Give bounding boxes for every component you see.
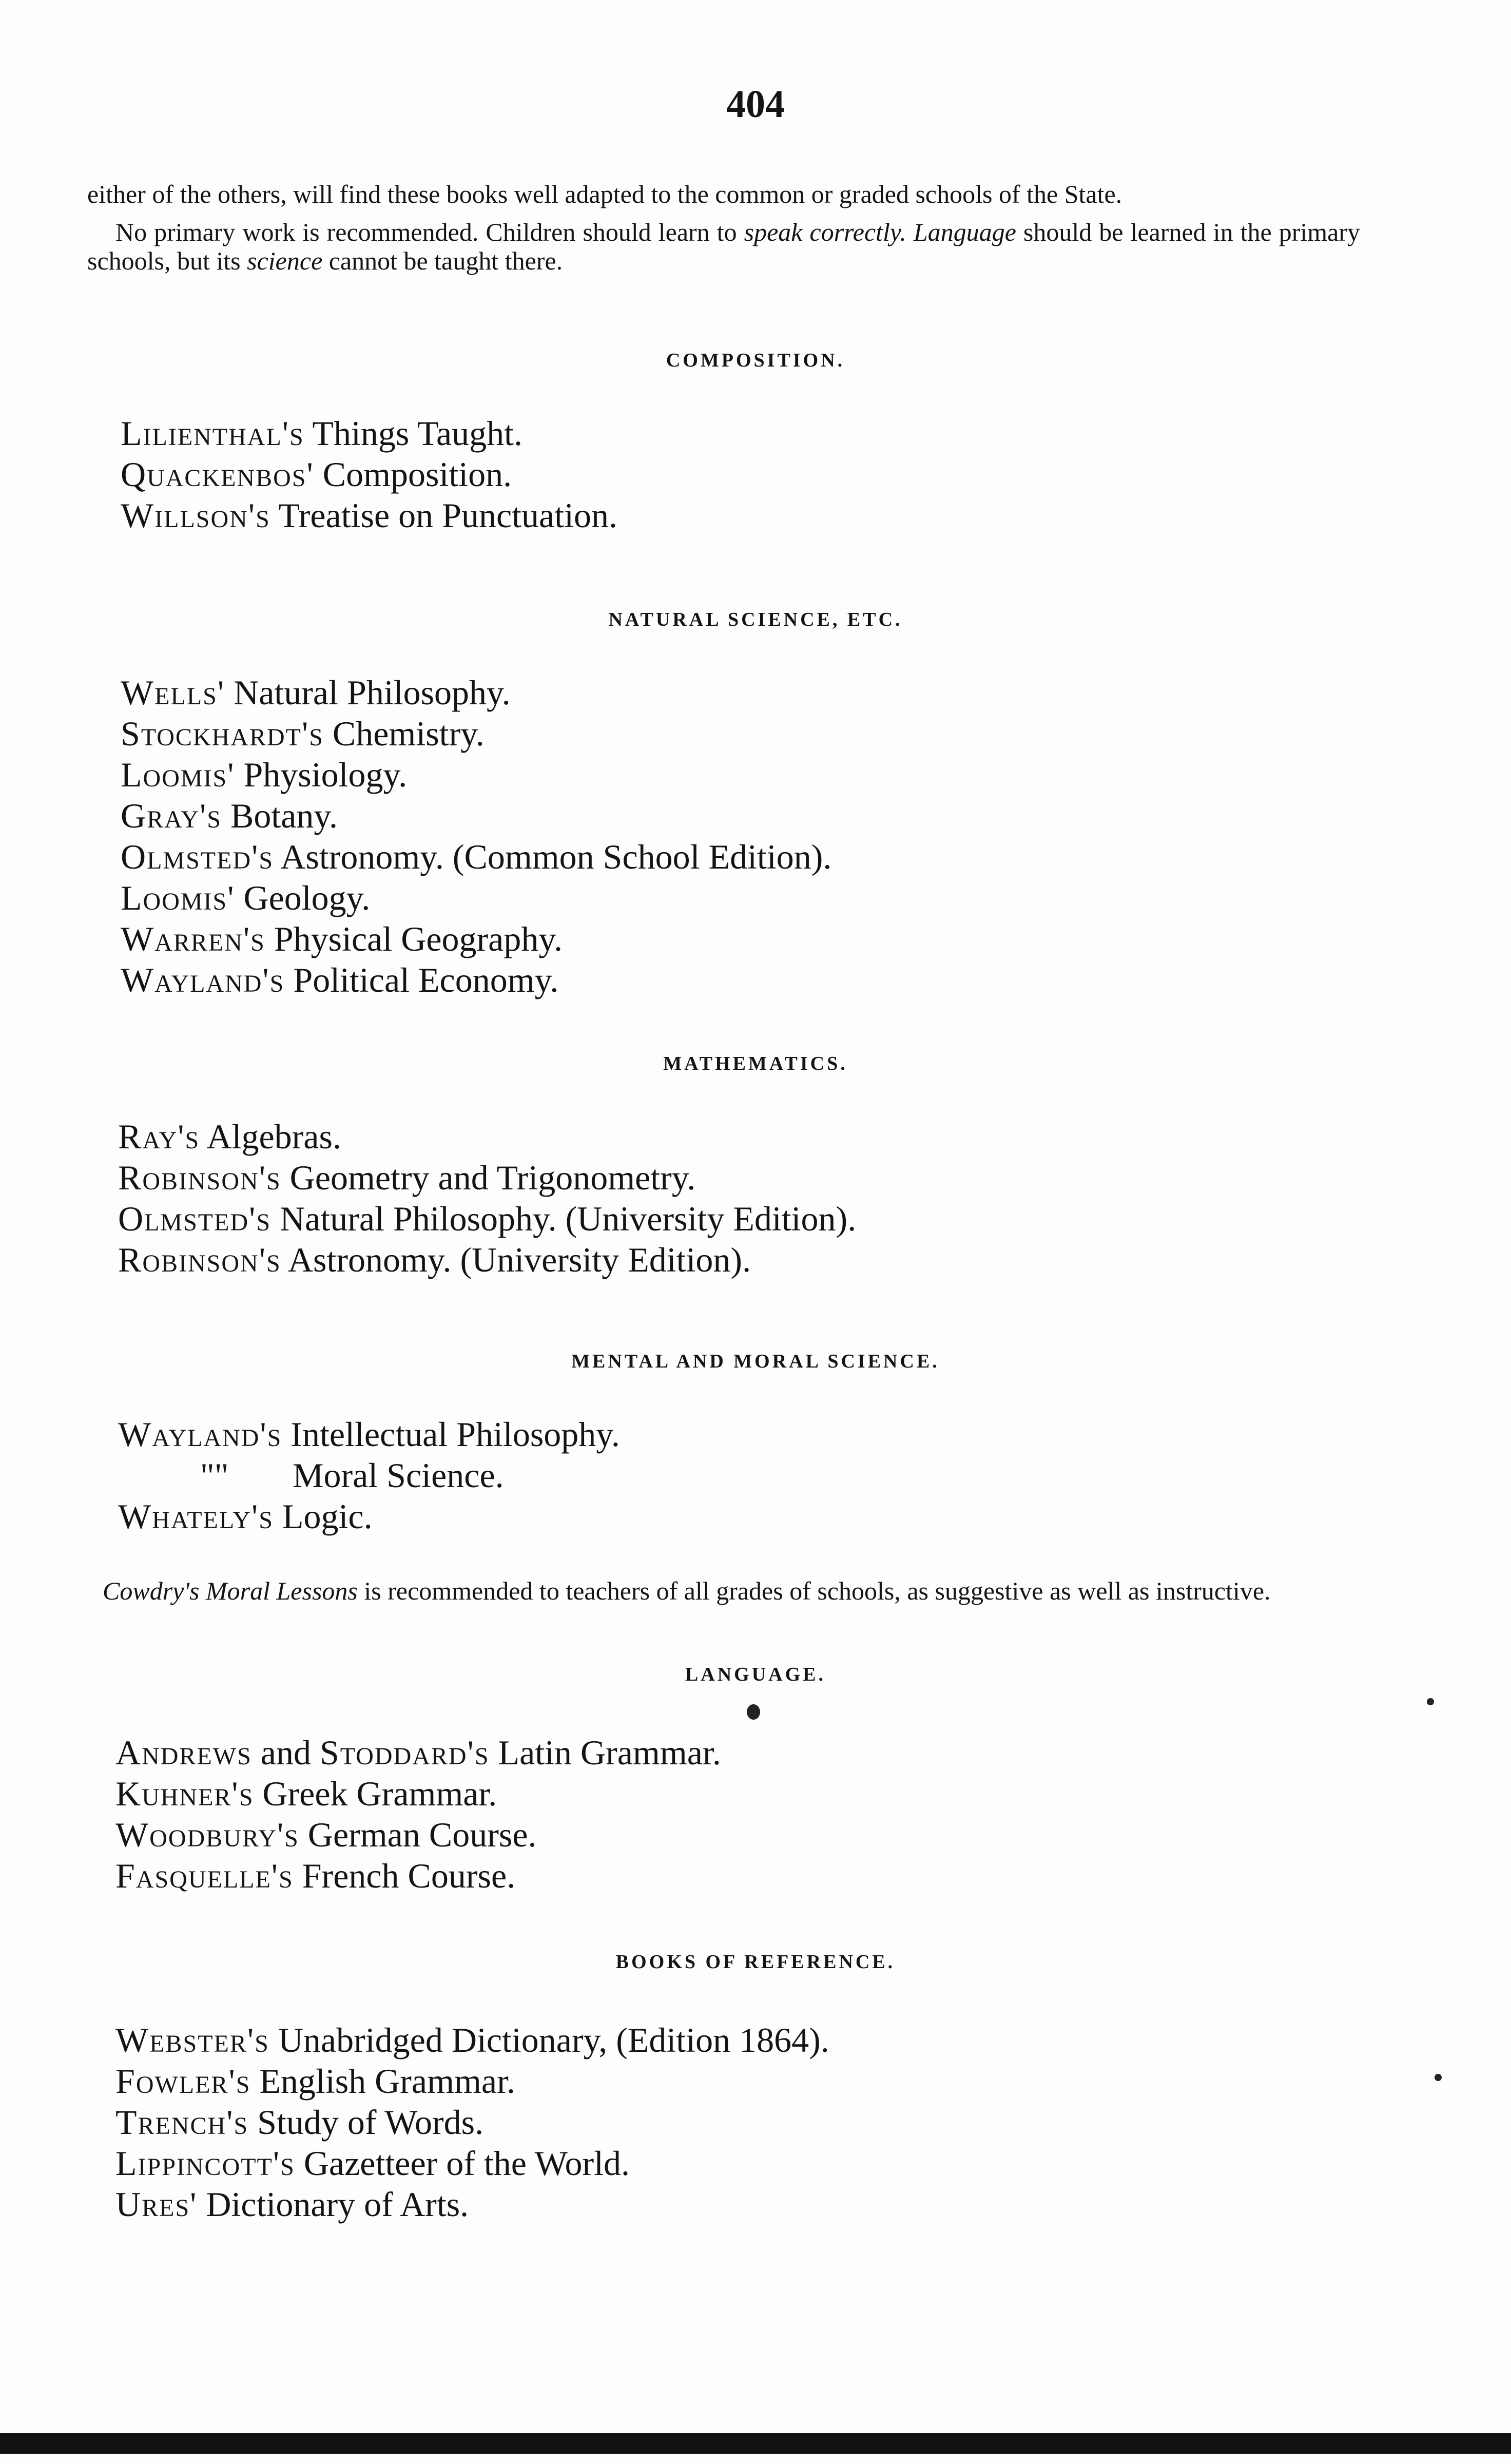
author-name: Woodbury's [115,1815,299,1854]
section-heading: NATURAL SCIENCE, ETC. [608,609,903,630]
book-title: Algebras. [200,1117,341,1156]
list-item [121,495,1511,536]
book-title: Geology. [235,878,371,917]
book-list [121,413,1511,536]
author-name: Ray's [118,1117,200,1156]
list-item [118,1116,1511,1157]
author-name: Webster's [115,2020,269,2059]
list-item [115,1773,1511,1814]
book-title: Unabridged Dictionary, (Edition 1864). [269,2020,829,2059]
section-heading: LANGUAGE. [685,1664,826,1685]
intro-text [87,180,1360,275]
book-list [118,1116,1511,1280]
author-name: Stockhardt's [121,714,324,753]
author-name: Fasquelle's [115,1856,294,1895]
list-item [121,918,1511,959]
author-name: Robinson's [118,1240,281,1279]
book-title: Dictionary of Arts. [197,2185,469,2224]
author-name: Lippincott's [115,2144,295,2183]
book-title: Physiology. [235,755,408,794]
book-title: Physical Geography. [265,919,563,958]
author-name: Olmsted's [121,837,274,876]
author-name: Trench's [115,2103,249,2142]
book-title: Study of Words. [248,2103,484,2142]
section-books-of-reference [0,1951,1511,2225]
book-title: and [251,1733,320,1772]
note-book-title: Cowdry's Moral Lessons [103,1576,358,1605]
book-title: Latin Grammar. [489,1733,721,1772]
list-item [121,454,1511,495]
intro-emphasis: speak correctly. [744,218,906,246]
intro-emphasis: science [247,246,323,275]
book-title: French Course. [293,1856,516,1895]
list-item [115,1732,1511,1773]
note-text: is recommended to teachers of all grades of schools, as suggestive as well as instructive. [357,1576,1271,1605]
list-item [118,1414,1511,1455]
list-item [121,836,1511,877]
section-composition [0,349,1511,536]
book-title: English Grammar. [250,2062,515,2101]
list-item [121,754,1511,795]
book-list [118,1414,1511,1537]
list-item [118,1157,1511,1198]
list-item [121,795,1511,836]
author-name: Kuhner's [115,1774,254,1813]
ink-spot [747,1704,760,1720]
book-title: Natural Philosophy. [225,673,511,712]
book-title: Botany. [222,796,338,835]
author-name: Robinson's [118,1158,281,1197]
author-name: Wayland's [121,960,285,999]
list-item [118,1496,1511,1537]
section-mental-moral-science [0,1350,1511,1537]
section-heading: COMPOSITION. [666,350,845,371]
book-title: Natural Philosophy. (University Edition). [271,1199,857,1238]
author-name: Gray's [121,796,222,835]
list-item [121,959,1511,1000]
book-title: Composition. [314,455,512,494]
book-title: German Course. [299,1815,537,1854]
ink-spot [1427,1698,1434,1705]
author-name: Whately's [118,1497,274,1536]
book-title: Things Taught. [304,414,523,453]
list-item [118,1198,1511,1239]
list-item [121,713,1511,754]
intro-text-run [906,218,914,246]
book-list [115,2019,1511,2225]
intro-text-run: should be learned in the primary schools, but its [87,218,1360,275]
book-title: Gazetteer of the World. [295,2144,630,2183]
section-mathematics [0,1052,1511,1280]
list-item [118,1239,1511,1280]
list-item [115,2143,1511,2184]
book-title: Intellectual Philosophy. [282,1415,620,1454]
book-title: Astronomy. (Common School Edition). [274,837,832,876]
book-title: Treatise on Punctuation. [270,496,617,535]
ink-spot [1435,2074,1442,2081]
list-item [115,2102,1511,2143]
list-item [115,2061,1511,2102]
author-name: Stoddard's [319,1733,490,1772]
author-name: Willson's [121,496,270,535]
list-item [121,672,1511,713]
author-name: Olmsted's [118,1199,272,1238]
intro-emphasis: Language [913,218,1016,246]
author-name: Loomis' [121,755,235,794]
page-bottom-edge [0,2433,1511,2454]
ditto-mark: "" [200,1456,229,1495]
book-title: Moral Science. [293,1456,504,1495]
list-item [115,2184,1511,2225]
book-title: Chemistry. [323,714,485,753]
book-title: Political Economy. [284,960,559,999]
intro-paragraph-1: either of the others, will find these books well adapted to the common or graded schools of the State. [87,180,1122,208]
book-title: Astronomy. (University Edition). [281,1240,751,1279]
intro-paragraph-2 [87,218,1360,275]
author-name: Wayland's [118,1415,282,1454]
recommendation-note [72,1576,1355,1606]
book-list [115,1732,1511,1896]
author-name: Quackenbos' [121,455,314,494]
list-item [115,2019,1511,2061]
intro-text-run: cannot be taught there. [322,246,563,275]
list-item [121,877,1511,918]
author-name: Loomis' [121,878,235,917]
section-language [0,1663,1511,1896]
author-name: Warren's [121,919,265,958]
book-title: Geometry and Trigonometry. [281,1158,696,1197]
list-item [118,1455,1511,1496]
section-heading: MENTAL AND MORAL SCIENCE. [571,1351,940,1372]
book-list [121,672,1511,1000]
page-number: 404 [726,83,785,126]
list-item [115,1855,1511,1896]
section-heading: BOOKS OF REFERENCE. [615,1951,896,1973]
book-title: Logic. [273,1497,373,1536]
intro-text-run: No primary work is recommended. Children should learn to [115,218,744,246]
book-title: Greek Grammar. [254,1774,497,1813]
author-name: Lilienthal's [121,414,304,453]
list-item [115,1814,1511,1855]
author-name: Wells' [121,673,225,712]
list-item [121,413,1511,454]
section-natural-science [0,608,1511,1000]
author-name: Andrews [115,1733,252,1772]
author-name: Fowler's [115,2062,251,2101]
section-heading: MATHEMATICS. [663,1053,848,1074]
author-name: Ures' [115,2185,198,2224]
